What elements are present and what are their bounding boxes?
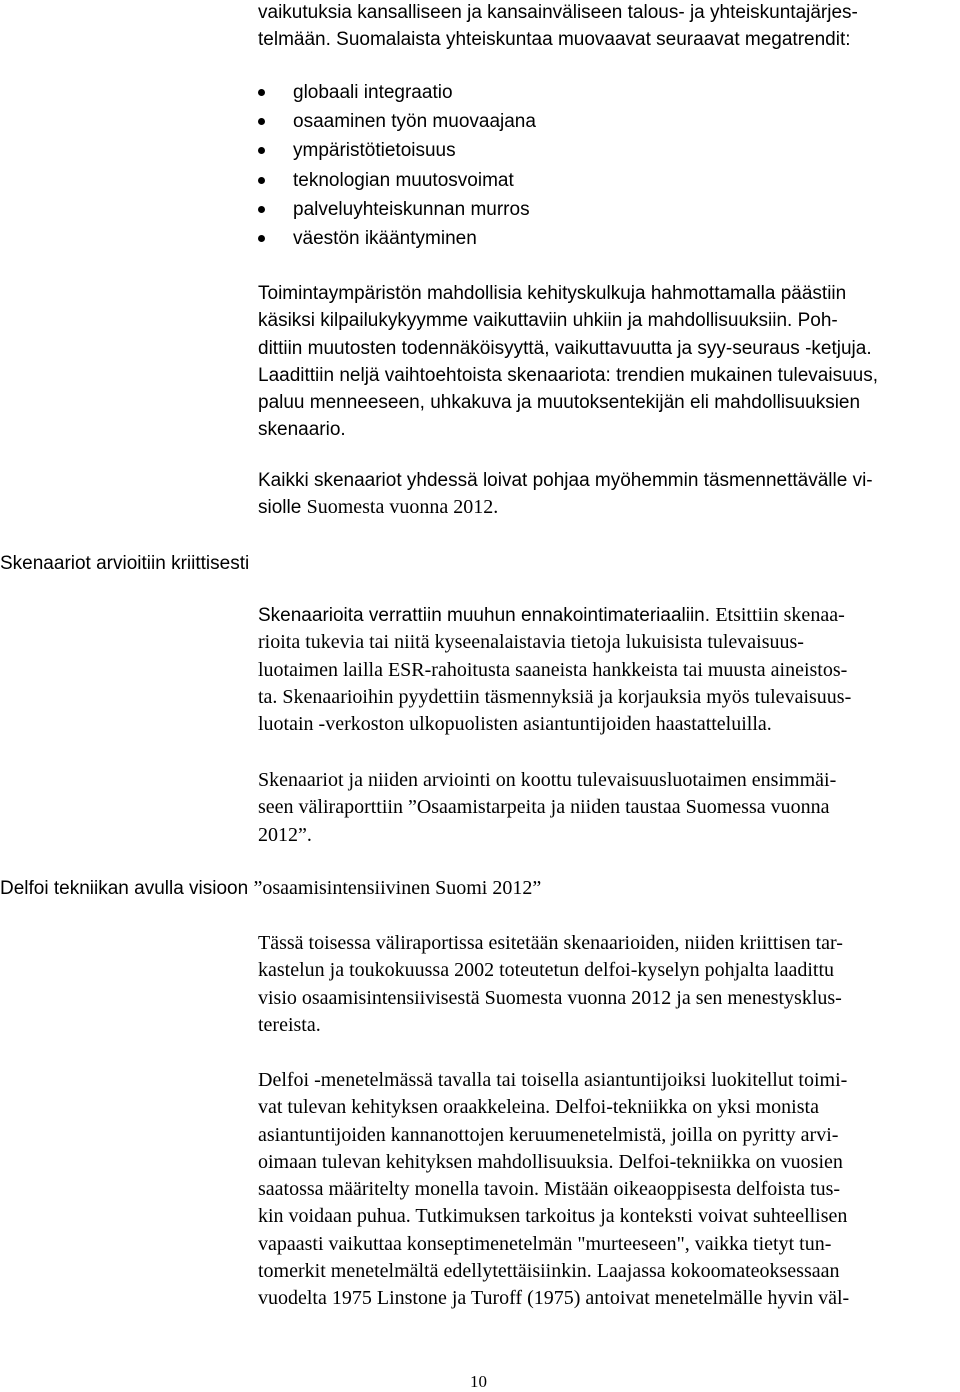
heading-fragment: ”osaamisintensiivinen Suomi 2012” [253, 877, 542, 899]
page-number: 10 [470, 1372, 487, 1391]
paragraph-toisessa [258, 930, 843, 1039]
bullet-icon [258, 89, 265, 96]
bullet-icon [258, 177, 265, 184]
list-item: osaaminen työn muovaajana [258, 107, 536, 136]
intro-paragraph [258, 0, 858, 54]
paragraph-line: seen väliraporttiin ”Osaamistarpeita ja niiden taustaa Suomessa vuonna [258, 796, 830, 819]
list-item: palveluyhteiskunnan murros [258, 195, 536, 224]
text-fragment: Suomesta vuonna 2012. [306, 496, 499, 519]
list-item: ympäristötietoisuus [258, 136, 536, 165]
text-fragment: siolle [258, 497, 307, 519]
paragraph-line: oimaan tulevan kehityksen mahdollisuuksia. Delfoi-tekniikka on vuosien [258, 1150, 843, 1173]
intro-line: telmään. Suomalaista yhteiskuntaa muovaavat seuraavat megatrendit: [258, 29, 851, 51]
bullet-icon [258, 147, 265, 154]
paragraph-line: Tässä toisessa väliraportissa esitetään skenaarioiden, niiden kriittisen tar- [258, 932, 843, 954]
paragraph-line: luotain -verkoston ulkopuolisten asiantuntijoiden haastatteluilla. [258, 713, 772, 736]
paragraph-kaikki [258, 467, 873, 522]
bullet-icon [258, 118, 265, 125]
paragraph-line: tereista. [258, 1013, 321, 1036]
paragraph-line: saatossa määritelty monella tavoin. Mistään oikeaoppisesta delfoista tus- [258, 1178, 841, 1201]
paragraph-line [258, 494, 873, 521]
bullet-icon [258, 235, 265, 242]
paragraph-toimintaymparisto [258, 280, 878, 444]
paragraph-line: tomerkit menetelmältä edellytettäisiinkin. Laajassa kokoomateoksessaan [258, 1260, 840, 1283]
paragraph-line: vat tulevan kehityksen oraakkeleina. Delfoi-tekniikka on yksi monista [258, 1096, 819, 1119]
paragraph-line: paluu menneeseen, uhkakuva ja muutoksentekijän eli mahdollisuuksien [258, 392, 861, 414]
side-heading: Skenaariot arvioitiin kriittisesti [0, 553, 250, 574]
paragraph-delfoi [258, 1067, 849, 1313]
paragraph-skenaarioita [258, 602, 851, 738]
paragraph-line: Toimintaympäristön mahdollisia kehityskulkuja hahmottamalla päästiin [258, 283, 847, 304]
paragraph-line: skenaario. [258, 419, 346, 441]
paragraph-line: Skenaariot ja niiden arviointi on koottu tulevaisuusluotaimen ensimmäi- [258, 769, 837, 791]
text-fragment: Skenaarioita verrattiin muuhun ennakointimateriaaliin. [258, 605, 716, 626]
paragraph-line: dittiin muutosten todennäköisyyttä, vaikuttavuutta ja syy-seuraus -ketjuja. [258, 337, 872, 359]
bullet-icon [258, 206, 265, 213]
paragraph-line: kastelun ja toukokuussa 2002 toteutetun delfoi-kyselyn pohjalta laadittu [258, 959, 834, 982]
section-heading [0, 875, 541, 902]
paragraph-line: Laadittiin neljä vaihtoehtoista skenaariota: trendien mukainen tulevaisuus, [258, 364, 879, 386]
paragraph-line: luotaimen lailla ESR-rahoitusta saaneista hankkeista tai muusta aineistos- [258, 658, 848, 681]
paragraph-line: rioita tukevia tai niitä kyseenalaistavia tietoja lukuisista tulevaisuus- [258, 631, 804, 654]
paragraph-line: asiantuntijoiden kannanottojen keruumenetelmistä, joilla on pyritty arvi- [258, 1123, 839, 1146]
list-item: teknologian muutosvoimat [258, 166, 536, 195]
megatrend-list [258, 78, 536, 253]
list-item: väestön ikääntyminen [258, 224, 536, 253]
paragraph-line: Delfoi -menetelmässä tavalla tai toisella asiantuntijoiksi luokitellut toimi- [258, 1069, 848, 1091]
text-fragment: Etsittiin skenaa- [715, 604, 845, 626]
paragraph-line: käsiksi kilpailukykyymme vaikuttaviin uhkiin ja mahdollisuuksiin. Poh- [258, 310, 838, 332]
intro-line: vaikutuksia kansalliseen ja kansainväliseen talous- ja yhteiskuntajärjes- [258, 2, 858, 23]
paragraph-line: kin voidaan puhua. Tutkimuksen tarkoitus ja konteksti voivat suhteellisen [258, 1205, 848, 1228]
paragraph-line [258, 602, 851, 629]
paragraph-line: Kaikki skenaariot yhdessä loivat pohjaa myöhemmin täsmennettävälle vi- [258, 470, 873, 491]
paragraph-line: ta. Skenaarioihin pyydettiin täsmennyksiä ja korjauksia myös tulevaisuus- [258, 685, 852, 708]
paragraph-line: vuodelta 1975 Linstone ja Turoff (1975) antoivat menetelmälle hyvin väl- [258, 1287, 850, 1310]
paragraph-line: vapaasti vaikuttaa konseptimenetelmän "murteeseen", vaikka tietyt tun- [258, 1232, 832, 1255]
paragraph-line: 2012”. [258, 823, 312, 846]
list-item: globaali integraatio [258, 78, 536, 107]
heading-fragment: Delfoi tekniikan avulla visioon [0, 878, 254, 899]
paragraph-koottu [258, 767, 836, 849]
paragraph-line: visio osaamisintensiivisestä Suomesta vuonna 2012 ja sen menestysklus- [258, 986, 842, 1009]
